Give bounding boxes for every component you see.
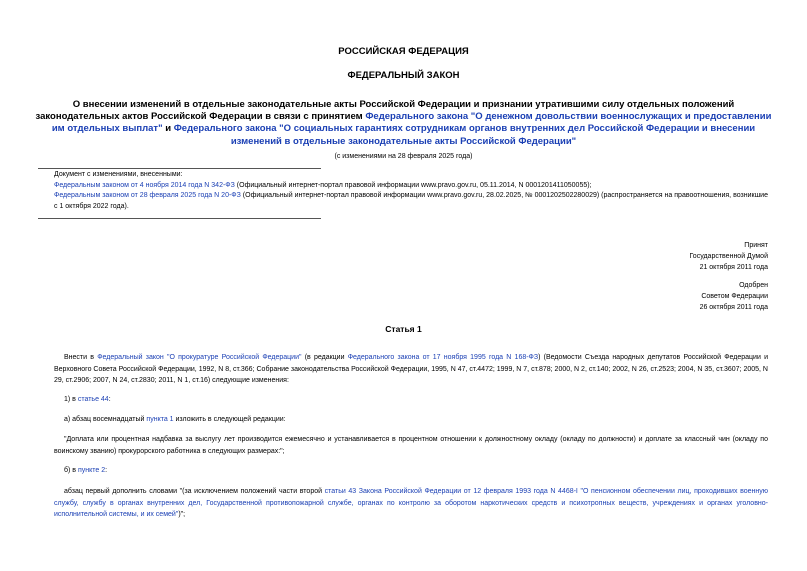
paragraph-intro [54,352,768,387]
approved-label: Одобрен [739,282,768,289]
paragraph-item-a [54,414,768,426]
law-title-link-monetary-allowance[interactable]: Федерального закона "О денежном довольствии военнослужащих и предоставлении им отдельных выплат" [51,111,772,135]
changes-item-1 [54,181,768,192]
p1-text-b: (в редакции [301,354,348,361]
p5-text-b: : [105,467,108,474]
changes-item-2 [54,191,768,212]
p3-text-a: а) абзац восемнадцатый [64,416,147,423]
law-title-text-conjunction: и [162,123,174,135]
approval-block [568,280,768,313]
adoption-block [568,240,768,273]
p6-text-b: )"; [178,511,186,518]
changes-item-2-link[interactable]: Федеральным законом от 28 февраля 2025 года N 20-ФЗ [54,192,241,199]
changes-item-2-text: (Официальный интернет-портал правовой информации www.pravo.gov.ru, 28.02.2025, № 0001202502280029) (распространяется на правоотношения, возникшие с 1 октября 2022 года). [54,192,768,210]
approved-date: 26 октября 2011 года [699,304,768,311]
divider-top [38,168,321,169]
changes-item-1-text: (Официальный интернет-портал правовой информации www.pravo.gov.ru, 05.11.2014, N 0001201411050055); [234,181,592,189]
changes-item-1-link[interactable]: Федеральным законом от 4 ноября 2014 года N 342-ФЗ [54,181,235,189]
p6-link-pension-law[interactable]: статьи 43 Закона Российской Федерации от 12 февраля 1993 года N 4468-I "О пенсионном обеспечении лиц, проходивших военную службу, службу в органах внутренних дел, Государственной противопожарной службе, органах по контролю за оборотом наркотических средств и психотропных веществ, учреждениях и органах уголовно-исполнительной системы, и их семей" [54,488,768,518]
accepted-date: 21 октября 2011 года [699,264,768,271]
law-title [30,99,777,148]
changes-intro: Документ с изменениями, внесенными: [54,171,183,178]
law-title-link-social-guarantees[interactable]: Федерального закона "О социальных гарантиях сотрудникам органов внутренних дел Российской Федерации и внесении изменений в отдельные законодательные акты Российской Федерации" [173,123,756,147]
law-type-heading: ФЕДЕРАЛЬНЫЙ ЗАКОН [347,70,460,81]
edition-note: (с изменениями на 28 февраля 2025 года) [334,153,473,160]
changes-block [54,170,768,212]
p1-link-1995-law[interactable]: Федерального закона от 17 ноября 1995 года N 168-ФЗ [347,354,539,361]
article-title: Статья 1 [385,324,422,334]
paragraph-amendment [54,486,768,521]
p5-text-a: б) в [64,467,78,474]
approved-by: Советом Федерации [701,293,768,300]
p1-text-a: Внести в [64,354,98,361]
p3-link-point-1[interactable]: пункта 1 [146,416,174,423]
p6-text-a: абзац первый дополнить словами "(за исключением положений части второй [64,488,325,495]
country-heading: РОССИЙСКАЯ ФЕДЕРАЦИЯ [338,46,469,57]
p1-link-prosecutor-law[interactable]: Федеральный закон "О прокуратуре Российской Федерации" [97,354,302,361]
divider-bottom [38,218,321,219]
paragraph-quote: "Доплата или процентная надбавка за выслугу лет производится ежемесячно и устанавливается в процентном отношении к должностному окладу (окладу по должности) и доплате за классный чин (окладу по воинскому званию) прокурорского работника в следующих размерах:"; [54,436,768,455]
paragraph-item-b [54,465,768,477]
law-title-text: О внесении изменений в отдельные законодательные акты Российской Федерации и признании утратившими силу отдельных положений законодательных актов Российской Федерации в связи с принятием [35,99,735,123]
p2-text-a: 1) в [64,396,78,403]
accepted-by: Государственной Думой [689,253,768,260]
accepted-label: Принят [744,242,768,249]
p2-link-article-44[interactable]: статье 44 [77,396,109,403]
p2-text-b: : [108,396,111,403]
p1-text-c: ) (Ведомости Съезда народных депутатов Российской Федерации и Верховного Совета Российской Федерации, 1992, N 8, ст.366; Собрание законодательства Российской Федерации, 1995, N 47, ст.4472; 1999, N 7, ст.878; 2000, N 2, ст.140; 2002, N 26, ст.2523; 2004, N 35, ст.3607; 2005, N 29, ст.2906; 2007, N 24, ст.2830; 2011, N 1, ст.16) следующие изменения: [54,354,769,384]
p5-link-point-2[interactable]: пункте 2 [77,467,106,474]
p3-text-b: изложить в следующей редакции: [173,416,286,423]
paragraph-item-1 [54,394,768,406]
